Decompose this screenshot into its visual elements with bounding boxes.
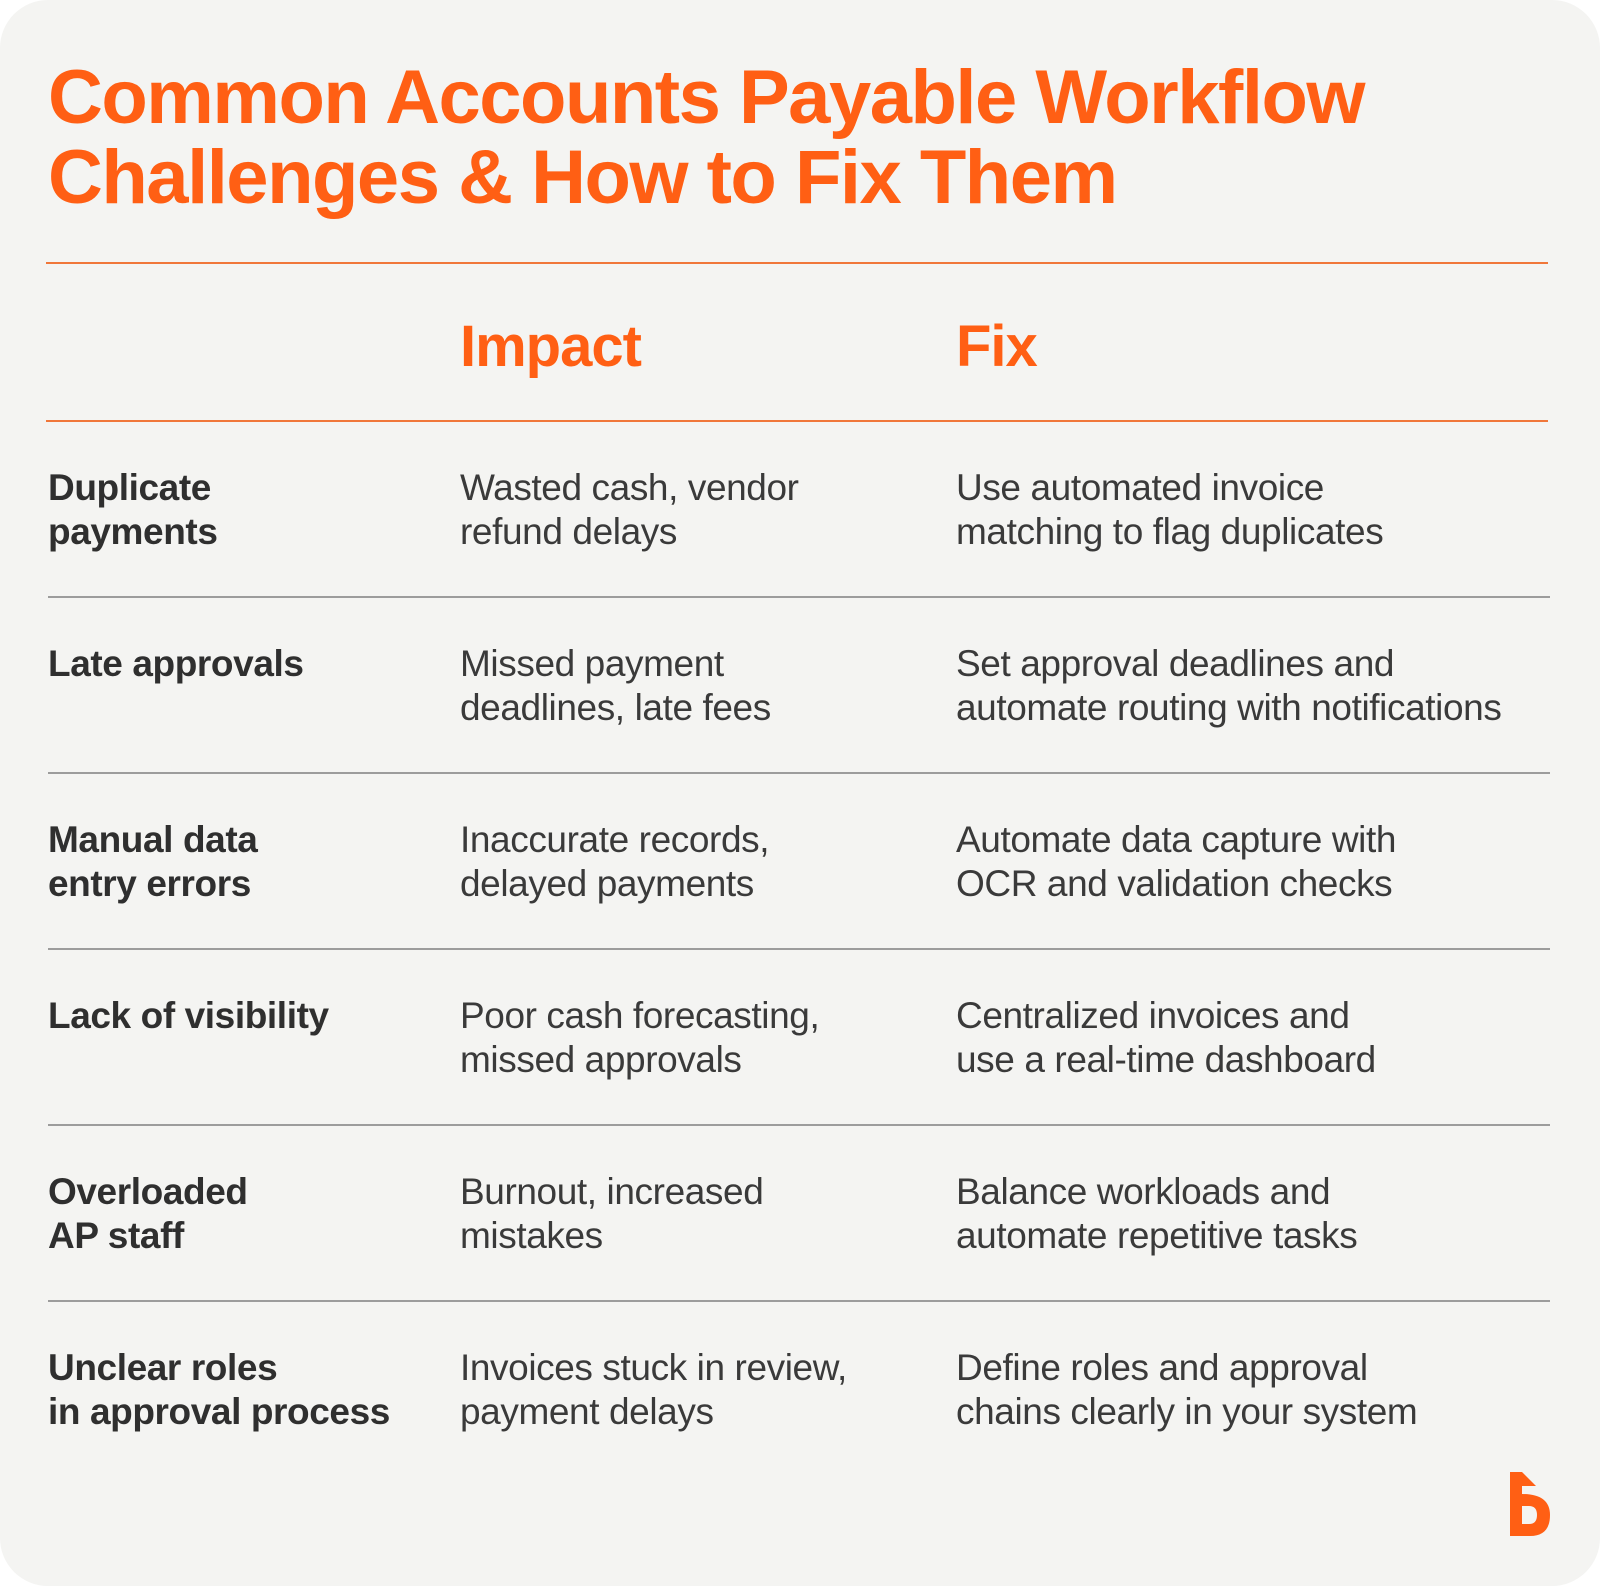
fix-text: OCR and validation checks — [956, 863, 1393, 904]
fix-text: matching to flag duplicates — [956, 511, 1384, 552]
challenge-cell — [48, 818, 257, 906]
title-divider — [46, 262, 1548, 264]
impact-text: payment delays — [460, 1391, 714, 1432]
challenge-cell — [48, 1170, 248, 1258]
challenge-text: Duplicate — [48, 467, 211, 508]
challenge-text: Unclear roles — [48, 1347, 278, 1388]
fix-text: Centralized invoices and — [956, 995, 1350, 1036]
fix-text: Use automated invoice — [956, 467, 1324, 508]
fix-text: use a real-time dashboard — [956, 1039, 1376, 1080]
impact-text: Poor cash forecasting, — [460, 995, 820, 1036]
title-line-2: Challenges & How to Fix Them — [48, 135, 1117, 220]
table-row — [0, 598, 1600, 774]
impact-text: deadlines, late fees — [460, 687, 771, 728]
column-header-impact: Impact — [460, 314, 641, 379]
fix-cell — [956, 466, 1383, 554]
challenge-text: Late approvals — [48, 643, 304, 684]
impact-cell — [460, 1346, 847, 1434]
challenge-cell — [48, 642, 304, 686]
fix-cell — [956, 642, 1501, 730]
impact-text: missed approvals — [460, 1039, 742, 1080]
fix-cell — [956, 994, 1376, 1082]
impact-cell — [460, 466, 799, 554]
table-row — [0, 950, 1600, 1126]
challenge-cell — [48, 994, 329, 1038]
fix-text: automate repetitive tasks — [956, 1215, 1358, 1256]
table-row — [0, 1302, 1600, 1478]
impact-text: Wasted cash, vendor — [460, 467, 799, 508]
impact-text: Burnout, increased — [460, 1171, 764, 1212]
fix-cell — [956, 1346, 1417, 1434]
page-title — [48, 55, 1548, 220]
impact-cell — [460, 1170, 763, 1258]
fix-text: Balance workloads and — [956, 1171, 1331, 1212]
fix-text: chains clearly in your system — [956, 1391, 1418, 1432]
impact-text: delayed payments — [460, 863, 754, 904]
fix-text: Automate data capture with — [956, 819, 1397, 860]
challenge-text: entry errors — [48, 863, 251, 904]
impact-text: Invoices stuck in review, — [460, 1347, 847, 1388]
table-row — [0, 422, 1600, 598]
column-header-fix: Fix — [956, 314, 1037, 379]
impact-text: mistakes — [460, 1215, 603, 1256]
challenge-text: Manual data — [48, 819, 258, 860]
challenge-text: in approval process — [48, 1391, 390, 1432]
impact-text: Inaccurate records, — [460, 819, 770, 860]
challenge-cell — [48, 1346, 390, 1434]
fix-cell — [956, 818, 1396, 906]
fix-cell — [956, 1170, 1357, 1258]
impact-text: Missed payment — [460, 643, 724, 684]
title-line-1: Common Accounts Payable Workflow — [48, 55, 1364, 140]
table-row — [0, 1126, 1600, 1302]
challenge-text: Lack of visibility — [48, 995, 329, 1036]
impact-text: refund delays — [460, 511, 677, 552]
challenge-text: Overloaded — [48, 1171, 248, 1212]
impact-cell — [460, 818, 769, 906]
challenge-text: payments — [48, 511, 218, 552]
fix-text: Set approval deadlines and — [956, 643, 1395, 684]
challenge-text: AP staff — [48, 1215, 184, 1256]
impact-cell — [460, 994, 819, 1082]
fix-text: automate routing with notifications — [956, 687, 1502, 728]
table-row — [0, 774, 1600, 950]
fix-text: Define roles and approval — [956, 1347, 1368, 1388]
impact-cell — [460, 642, 771, 730]
brand-b-logo-icon — [1510, 1472, 1550, 1536]
challenge-cell — [48, 466, 218, 554]
